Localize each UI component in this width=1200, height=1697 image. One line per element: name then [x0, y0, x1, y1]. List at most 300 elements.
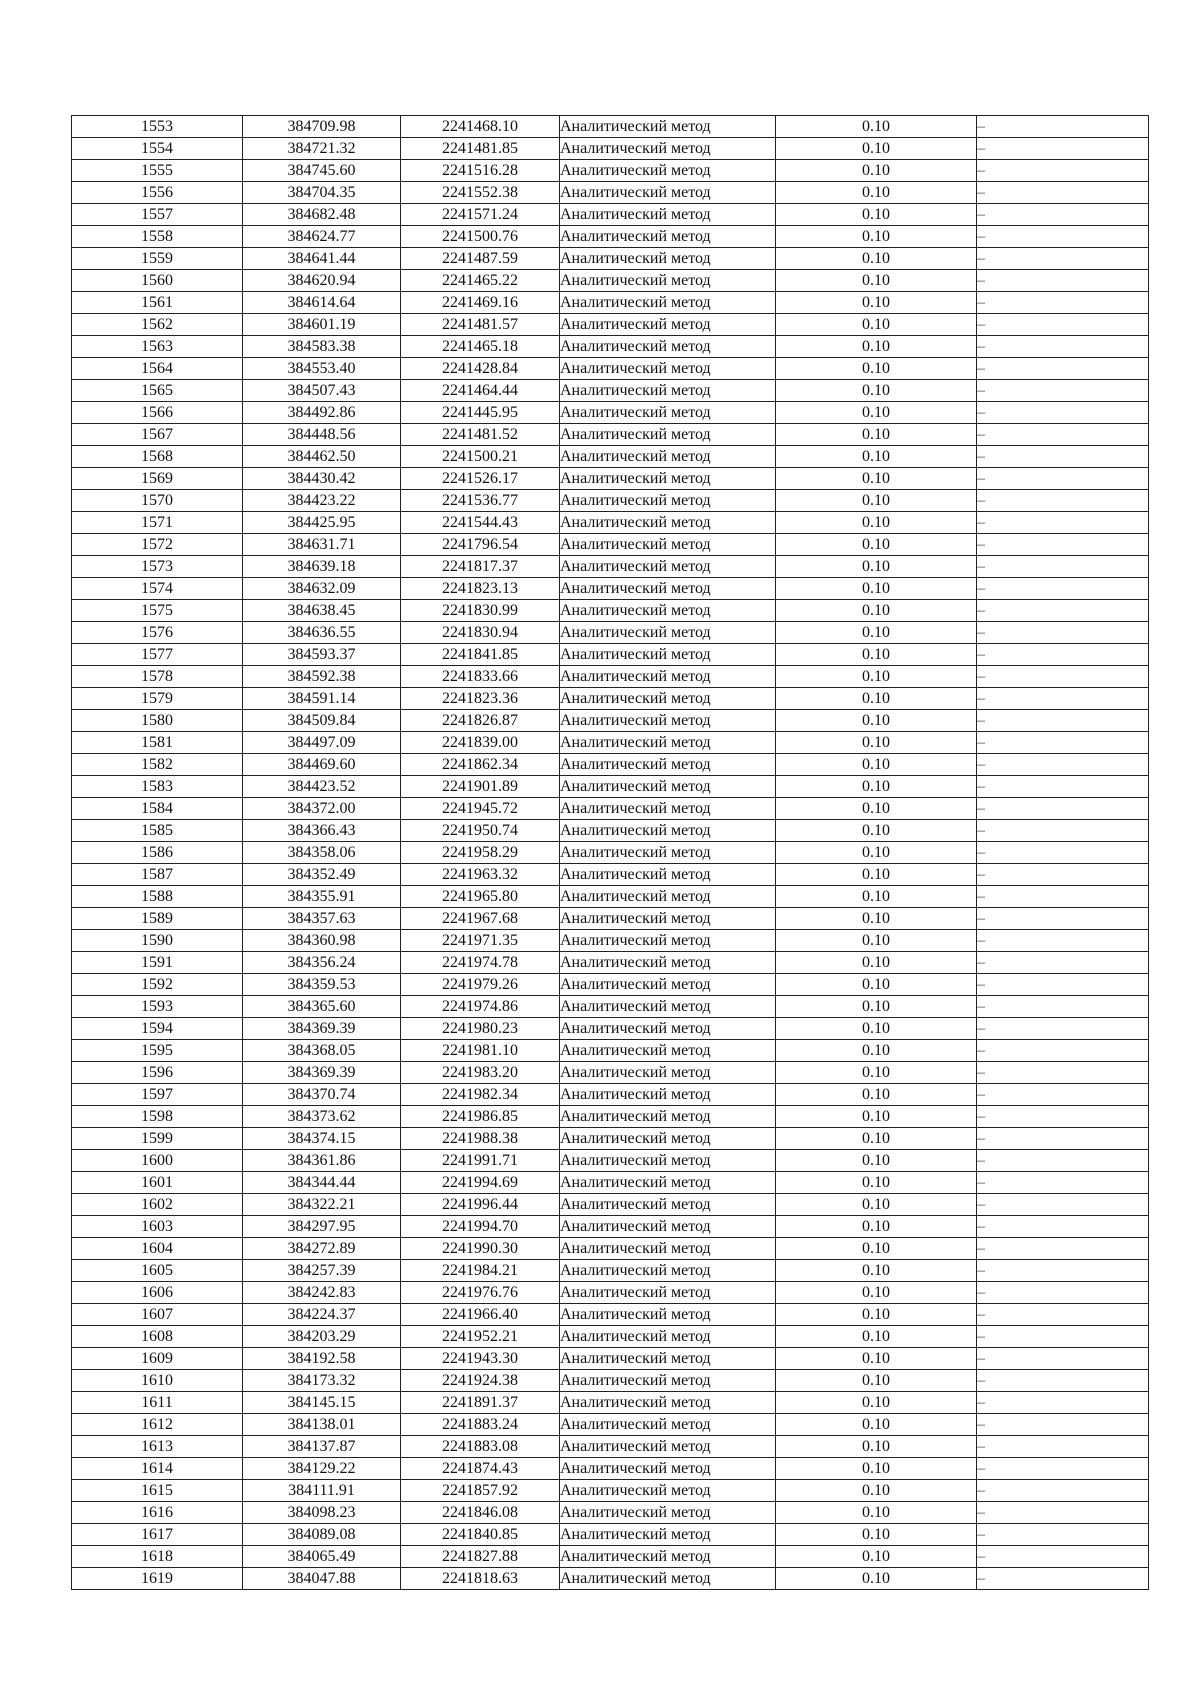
- point-number-cell: 1591: [72, 952, 243, 974]
- y-coordinate-cell: 2241823.36: [401, 688, 560, 710]
- table-row: [72, 1524, 1149, 1546]
- accuracy-cell: 0.10: [776, 160, 977, 182]
- method-cell: Аналитический метод: [560, 512, 776, 534]
- table-row: [72, 402, 1149, 424]
- x-coordinate-cell: 384448.56: [243, 424, 401, 446]
- accuracy-cell: 0.10: [776, 1546, 977, 1568]
- method-cell: Аналитический метод: [560, 842, 776, 864]
- table-row: [72, 644, 1149, 666]
- y-coordinate-cell: 2241967.68: [401, 908, 560, 930]
- x-coordinate-cell: 384745.60: [243, 160, 401, 182]
- method-cell: Аналитический метод: [560, 996, 776, 1018]
- note-cell: –: [977, 1524, 1149, 1546]
- method-cell: Аналитический метод: [560, 1128, 776, 1150]
- accuracy-cell: 0.10: [776, 204, 977, 226]
- x-coordinate-cell: 384173.32: [243, 1370, 401, 1392]
- point-number-cell: 1609: [72, 1348, 243, 1370]
- x-coordinate-cell: 384423.22: [243, 490, 401, 512]
- y-coordinate-cell: 2241979.26: [401, 974, 560, 996]
- x-coordinate-cell: 384620.94: [243, 270, 401, 292]
- x-coordinate-cell: 384704.35: [243, 182, 401, 204]
- x-coordinate-cell: 384047.88: [243, 1568, 401, 1590]
- note-cell: –: [977, 1304, 1149, 1326]
- point-number-cell: 1571: [72, 512, 243, 534]
- note-cell: –: [977, 1172, 1149, 1194]
- x-coordinate-cell: 384224.37: [243, 1304, 401, 1326]
- x-coordinate-cell: 384065.49: [243, 1546, 401, 1568]
- note-cell: –: [977, 1106, 1149, 1128]
- y-coordinate-cell: 2241552.38: [401, 182, 560, 204]
- y-coordinate-cell: 2241996.44: [401, 1194, 560, 1216]
- y-coordinate-cell: 2241994.70: [401, 1216, 560, 1238]
- note-cell: –: [977, 930, 1149, 952]
- x-coordinate-cell: 384360.98: [243, 930, 401, 952]
- table-row: [72, 1238, 1149, 1260]
- y-coordinate-cell: 2241971.35: [401, 930, 560, 952]
- note-cell: –: [977, 908, 1149, 930]
- x-coordinate-cell: 384492.86: [243, 402, 401, 424]
- accuracy-cell: 0.10: [776, 336, 977, 358]
- point-number-cell: 1606: [72, 1282, 243, 1304]
- y-coordinate-cell: 2241846.08: [401, 1502, 560, 1524]
- note-cell: –: [977, 1040, 1149, 1062]
- x-coordinate-cell: 384373.62: [243, 1106, 401, 1128]
- point-number-cell: 1611: [72, 1392, 243, 1414]
- method-cell: Аналитический метод: [560, 776, 776, 798]
- note-cell: –: [977, 600, 1149, 622]
- accuracy-cell: 0.10: [776, 226, 977, 248]
- table-row: [72, 974, 1149, 996]
- y-coordinate-cell: 2241862.34: [401, 754, 560, 776]
- x-coordinate-cell: 384192.58: [243, 1348, 401, 1370]
- y-coordinate-cell: 2241468.10: [401, 116, 560, 138]
- x-coordinate-cell: 384425.95: [243, 512, 401, 534]
- table-row: [72, 952, 1149, 974]
- point-number-cell: 1597: [72, 1084, 243, 1106]
- y-coordinate-cell: 2241833.66: [401, 666, 560, 688]
- x-coordinate-cell: 384366.43: [243, 820, 401, 842]
- note-cell: –: [977, 270, 1149, 292]
- note-cell: –: [977, 1546, 1149, 1568]
- note-cell: –: [977, 1502, 1149, 1524]
- method-cell: Аналитический метод: [560, 534, 776, 556]
- accuracy-cell: 0.10: [776, 380, 977, 402]
- accuracy-cell: 0.10: [776, 424, 977, 446]
- accuracy-cell: 0.10: [776, 292, 977, 314]
- y-coordinate-cell: 2241943.30: [401, 1348, 560, 1370]
- accuracy-cell: 0.10: [776, 534, 977, 556]
- note-cell: –: [977, 974, 1149, 996]
- x-coordinate-cell: 384344.44: [243, 1172, 401, 1194]
- table-row: [72, 798, 1149, 820]
- y-coordinate-cell: 2241481.57: [401, 314, 560, 336]
- x-coordinate-cell: 384497.09: [243, 732, 401, 754]
- note-cell: –: [977, 798, 1149, 820]
- note-cell: –: [977, 1128, 1149, 1150]
- coordinates-table: [71, 115, 1149, 1590]
- x-coordinate-cell: 384639.18: [243, 556, 401, 578]
- note-cell: –: [977, 160, 1149, 182]
- table-row: [72, 1348, 1149, 1370]
- point-number-cell: 1583: [72, 776, 243, 798]
- y-coordinate-cell: 2241963.32: [401, 864, 560, 886]
- table-row: [72, 578, 1149, 600]
- method-cell: Аналитический метод: [560, 1568, 776, 1590]
- table-row: [72, 600, 1149, 622]
- note-cell: –: [977, 1326, 1149, 1348]
- y-coordinate-cell: 2241536.77: [401, 490, 560, 512]
- point-number-cell: 1604: [72, 1238, 243, 1260]
- point-number-cell: 1585: [72, 820, 243, 842]
- accuracy-cell: 0.10: [776, 1458, 977, 1480]
- accuracy-cell: 0.10: [776, 1040, 977, 1062]
- point-number-cell: 1563: [72, 336, 243, 358]
- table-row: [72, 622, 1149, 644]
- x-coordinate-cell: 384145.15: [243, 1392, 401, 1414]
- method-cell: Аналитический метод: [560, 1062, 776, 1084]
- point-number-cell: 1567: [72, 424, 243, 446]
- table-row: [72, 1062, 1149, 1084]
- table-row: [72, 688, 1149, 710]
- method-cell: Аналитический метод: [560, 1348, 776, 1370]
- method-cell: Аналитический метод: [560, 644, 776, 666]
- table-row: [72, 556, 1149, 578]
- note-cell: –: [977, 688, 1149, 710]
- point-number-cell: 1612: [72, 1414, 243, 1436]
- table-row: [72, 116, 1149, 138]
- note-cell: –: [977, 556, 1149, 578]
- note-cell: –: [977, 490, 1149, 512]
- note-cell: –: [977, 1194, 1149, 1216]
- note-cell: –: [977, 248, 1149, 270]
- x-coordinate-cell: 384721.32: [243, 138, 401, 160]
- x-coordinate-cell: 384369.39: [243, 1062, 401, 1084]
- accuracy-cell: 0.10: [776, 1480, 977, 1502]
- method-cell: Аналитический метод: [560, 864, 776, 886]
- note-cell: –: [977, 732, 1149, 754]
- accuracy-cell: 0.10: [776, 512, 977, 534]
- accuracy-cell: 0.10: [776, 248, 977, 270]
- method-cell: Аналитический метод: [560, 666, 776, 688]
- point-number-cell: 1616: [72, 1502, 243, 1524]
- note-cell: –: [977, 534, 1149, 556]
- method-cell: Аналитический метод: [560, 1018, 776, 1040]
- table-row: [72, 1194, 1149, 1216]
- point-number-cell: 1600: [72, 1150, 243, 1172]
- point-number-cell: 1582: [72, 754, 243, 776]
- y-coordinate-cell: 2241428.84: [401, 358, 560, 380]
- note-cell: –: [977, 1392, 1149, 1414]
- x-coordinate-cell: 384709.98: [243, 116, 401, 138]
- table-row: [72, 666, 1149, 688]
- table-row: [72, 820, 1149, 842]
- x-coordinate-cell: 384372.00: [243, 798, 401, 820]
- y-coordinate-cell: 2241982.34: [401, 1084, 560, 1106]
- accuracy-cell: 0.10: [776, 732, 977, 754]
- note-cell: –: [977, 468, 1149, 490]
- accuracy-cell: 0.10: [776, 754, 977, 776]
- accuracy-cell: 0.10: [776, 182, 977, 204]
- y-coordinate-cell: 2241857.92: [401, 1480, 560, 1502]
- table-row: [72, 204, 1149, 226]
- table-row: [72, 754, 1149, 776]
- accuracy-cell: 0.10: [776, 138, 977, 160]
- point-number-cell: 1603: [72, 1216, 243, 1238]
- y-coordinate-cell: 2241965.80: [401, 886, 560, 908]
- method-cell: Аналитический метод: [560, 578, 776, 600]
- x-coordinate-cell: 384358.06: [243, 842, 401, 864]
- accuracy-cell: 0.10: [776, 1216, 977, 1238]
- method-cell: Аналитический метод: [560, 1326, 776, 1348]
- y-coordinate-cell: 2241991.71: [401, 1150, 560, 1172]
- y-coordinate-cell: 2241974.86: [401, 996, 560, 1018]
- method-cell: Аналитический метод: [560, 490, 776, 512]
- table-row: [72, 864, 1149, 886]
- accuracy-cell: 0.10: [776, 1326, 977, 1348]
- accuracy-cell: 0.10: [776, 578, 977, 600]
- table-row: [72, 1216, 1149, 1238]
- table-row: [72, 380, 1149, 402]
- accuracy-cell: 0.10: [776, 688, 977, 710]
- point-number-cell: 1617: [72, 1524, 243, 1546]
- table-row: [72, 358, 1149, 380]
- table-row: [72, 908, 1149, 930]
- accuracy-cell: 0.10: [776, 358, 977, 380]
- y-coordinate-cell: 2241464.44: [401, 380, 560, 402]
- method-cell: Аналитический метод: [560, 930, 776, 952]
- accuracy-cell: 0.10: [776, 1238, 977, 1260]
- note-cell: –: [977, 1150, 1149, 1172]
- accuracy-cell: 0.10: [776, 1414, 977, 1436]
- method-cell: Аналитический метод: [560, 1502, 776, 1524]
- accuracy-cell: 0.10: [776, 974, 977, 996]
- table-row: [72, 1326, 1149, 1348]
- point-number-cell: 1562: [72, 314, 243, 336]
- method-cell: Аналитический метод: [560, 886, 776, 908]
- y-coordinate-cell: 2241966.40: [401, 1304, 560, 1326]
- table-row: [72, 930, 1149, 952]
- method-cell: Аналитический метод: [560, 226, 776, 248]
- y-coordinate-cell: 2241901.89: [401, 776, 560, 798]
- note-cell: –: [977, 314, 1149, 336]
- point-number-cell: 1581: [72, 732, 243, 754]
- point-number-cell: 1598: [72, 1106, 243, 1128]
- note-cell: –: [977, 204, 1149, 226]
- accuracy-cell: 0.10: [776, 1348, 977, 1370]
- point-number-cell: 1578: [72, 666, 243, 688]
- x-coordinate-cell: 384357.63: [243, 908, 401, 930]
- note-cell: –: [977, 776, 1149, 798]
- y-coordinate-cell: 2241500.76: [401, 226, 560, 248]
- note-cell: –: [977, 1238, 1149, 1260]
- point-number-cell: 1570: [72, 490, 243, 512]
- method-cell: Аналитический метод: [560, 798, 776, 820]
- accuracy-cell: 0.10: [776, 1128, 977, 1150]
- x-coordinate-cell: 384355.91: [243, 886, 401, 908]
- x-coordinate-cell: 384430.42: [243, 468, 401, 490]
- point-number-cell: 1579: [72, 688, 243, 710]
- table-row: [72, 512, 1149, 534]
- method-cell: Аналитический метод: [560, 622, 776, 644]
- y-coordinate-cell: 2241950.74: [401, 820, 560, 842]
- coordinates-table-body: [72, 116, 1149, 1590]
- method-cell: Аналитический метод: [560, 1216, 776, 1238]
- x-coordinate-cell: 384636.55: [243, 622, 401, 644]
- method-cell: Аналитический метод: [560, 688, 776, 710]
- accuracy-cell: 0.10: [776, 776, 977, 798]
- method-cell: Аналитический метод: [560, 732, 776, 754]
- point-number-cell: 1592: [72, 974, 243, 996]
- method-cell: Аналитический метод: [560, 1260, 776, 1282]
- y-coordinate-cell: 2241952.21: [401, 1326, 560, 1348]
- accuracy-cell: 0.10: [776, 996, 977, 1018]
- y-coordinate-cell: 2241469.16: [401, 292, 560, 314]
- y-coordinate-cell: 2241465.18: [401, 336, 560, 358]
- table-row: [72, 292, 1149, 314]
- table-row: [72, 1128, 1149, 1150]
- method-cell: Аналитический метод: [560, 138, 776, 160]
- table-row: [72, 1480, 1149, 1502]
- point-number-cell: 1566: [72, 402, 243, 424]
- method-cell: Аналитический метод: [560, 1304, 776, 1326]
- x-coordinate-cell: 384370.74: [243, 1084, 401, 1106]
- accuracy-cell: 0.10: [776, 930, 977, 952]
- point-number-cell: 1565: [72, 380, 243, 402]
- method-cell: Аналитический метод: [560, 116, 776, 138]
- note-cell: –: [977, 358, 1149, 380]
- table-row: [72, 1282, 1149, 1304]
- note-cell: –: [977, 138, 1149, 160]
- accuracy-cell: 0.10: [776, 886, 977, 908]
- note-cell: –: [977, 1018, 1149, 1040]
- point-number-cell: 1594: [72, 1018, 243, 1040]
- table-row: [72, 1018, 1149, 1040]
- accuracy-cell: 0.10: [776, 666, 977, 688]
- note-cell: –: [977, 446, 1149, 468]
- table-row: [72, 1436, 1149, 1458]
- x-coordinate-cell: 384111.91: [243, 1480, 401, 1502]
- y-coordinate-cell: 2241817.37: [401, 556, 560, 578]
- point-number-cell: 1593: [72, 996, 243, 1018]
- note-cell: –: [977, 1216, 1149, 1238]
- x-coordinate-cell: 384632.09: [243, 578, 401, 600]
- x-coordinate-cell: 384356.24: [243, 952, 401, 974]
- x-coordinate-cell: 384509.84: [243, 710, 401, 732]
- accuracy-cell: 0.10: [776, 908, 977, 930]
- note-cell: –: [977, 226, 1149, 248]
- y-coordinate-cell: 2241980.23: [401, 1018, 560, 1040]
- table-row: [72, 886, 1149, 908]
- note-cell: –: [977, 116, 1149, 138]
- method-cell: Аналитический метод: [560, 160, 776, 182]
- table-row: [72, 1546, 1149, 1568]
- note-cell: –: [977, 578, 1149, 600]
- y-coordinate-cell: 2241981.10: [401, 1040, 560, 1062]
- accuracy-cell: 0.10: [776, 842, 977, 864]
- method-cell: Аналитический метод: [560, 556, 776, 578]
- method-cell: Аналитический метод: [560, 952, 776, 974]
- method-cell: Аналитический метод: [560, 270, 776, 292]
- method-cell: Аналитический метод: [560, 468, 776, 490]
- method-cell: Аналитический метод: [560, 820, 776, 842]
- y-coordinate-cell: 2241883.24: [401, 1414, 560, 1436]
- point-number-cell: 1572: [72, 534, 243, 556]
- point-number-cell: 1614: [72, 1458, 243, 1480]
- method-cell: Аналитический метод: [560, 710, 776, 732]
- point-number-cell: 1559: [72, 248, 243, 270]
- table-row: [72, 534, 1149, 556]
- accuracy-cell: 0.10: [776, 446, 977, 468]
- note-cell: –: [977, 424, 1149, 446]
- y-coordinate-cell: 2241990.30: [401, 1238, 560, 1260]
- point-number-cell: 1575: [72, 600, 243, 622]
- x-coordinate-cell: 384361.86: [243, 1150, 401, 1172]
- note-cell: –: [977, 402, 1149, 424]
- y-coordinate-cell: 2241826.87: [401, 710, 560, 732]
- point-number-cell: 1605: [72, 1260, 243, 1282]
- x-coordinate-cell: 384593.37: [243, 644, 401, 666]
- note-cell: –: [977, 336, 1149, 358]
- method-cell: Аналитический метод: [560, 204, 776, 226]
- accuracy-cell: 0.10: [776, 468, 977, 490]
- x-coordinate-cell: 384507.43: [243, 380, 401, 402]
- point-number-cell: 1615: [72, 1480, 243, 1502]
- x-coordinate-cell: 384374.15: [243, 1128, 401, 1150]
- x-coordinate-cell: 384359.53: [243, 974, 401, 996]
- note-cell: –: [977, 1480, 1149, 1502]
- point-number-cell: 1584: [72, 798, 243, 820]
- accuracy-cell: 0.10: [776, 1392, 977, 1414]
- note-cell: –: [977, 820, 1149, 842]
- x-coordinate-cell: 384423.52: [243, 776, 401, 798]
- point-number-cell: 1580: [72, 710, 243, 732]
- y-coordinate-cell: 2241823.13: [401, 578, 560, 600]
- note-cell: –: [977, 886, 1149, 908]
- method-cell: Аналитический метод: [560, 908, 776, 930]
- y-coordinate-cell: 2241945.72: [401, 798, 560, 820]
- accuracy-cell: 0.10: [776, 1150, 977, 1172]
- y-coordinate-cell: 2241571.24: [401, 204, 560, 226]
- point-number-cell: 1561: [72, 292, 243, 314]
- method-cell: Аналитический метод: [560, 1282, 776, 1304]
- x-coordinate-cell: 384641.44: [243, 248, 401, 270]
- table-row: [72, 710, 1149, 732]
- accuracy-cell: 0.10: [776, 952, 977, 974]
- note-cell: –: [977, 754, 1149, 776]
- x-coordinate-cell: 384352.49: [243, 864, 401, 886]
- point-number-cell: 1601: [72, 1172, 243, 1194]
- table-row: [72, 1502, 1149, 1524]
- table-row: [72, 270, 1149, 292]
- y-coordinate-cell: 2241988.38: [401, 1128, 560, 1150]
- point-number-cell: 1602: [72, 1194, 243, 1216]
- note-cell: –: [977, 952, 1149, 974]
- table-row: [72, 490, 1149, 512]
- point-number-cell: 1595: [72, 1040, 243, 1062]
- x-coordinate-cell: 384203.29: [243, 1326, 401, 1348]
- note-cell: –: [977, 1348, 1149, 1370]
- y-coordinate-cell: 2241986.85: [401, 1106, 560, 1128]
- accuracy-cell: 0.10: [776, 864, 977, 886]
- table-row: [72, 776, 1149, 798]
- y-coordinate-cell: 2241481.85: [401, 138, 560, 160]
- note-cell: –: [977, 864, 1149, 886]
- table-row: [72, 842, 1149, 864]
- table-row: [72, 424, 1149, 446]
- point-number-cell: 1619: [72, 1568, 243, 1590]
- accuracy-cell: 0.10: [776, 1172, 977, 1194]
- method-cell: Аналитический метод: [560, 754, 776, 776]
